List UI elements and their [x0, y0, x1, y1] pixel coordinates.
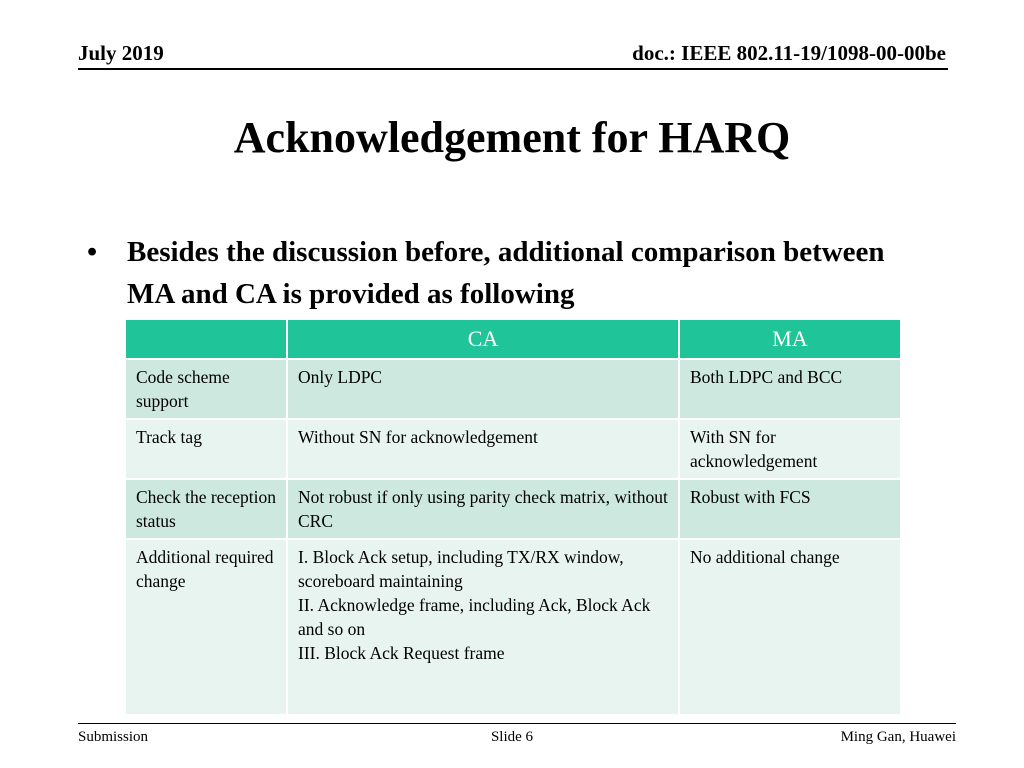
- table-header-ma: MA: [679, 319, 901, 359]
- ca-line: I. Block Ack setup, including TX/RX window, scoreboard maintaining: [298, 547, 624, 591]
- table-row: [125, 539, 901, 715]
- ca-line: III. Block Ack Request frame: [298, 643, 505, 663]
- footer-submission: Submission: [78, 729, 149, 745]
- ma-cell: No additional change: [679, 539, 901, 715]
- footer-divider: [78, 723, 956, 724]
- comparison-table: [124, 318, 902, 716]
- header-doc-id: doc.: IEEE 802.11-19/1098-00-00be: [632, 41, 946, 65]
- bullet-text: Besides the discussion before, additional comparison between MA and CA is provided as following: [127, 236, 885, 310]
- ma-cell: Both LDPC and BCC: [679, 359, 901, 419]
- header-date: July 2019: [78, 41, 164, 65]
- table-header-empty: [125, 319, 287, 359]
- footer-slide-number: Slide 6: [490, 729, 534, 745]
- ma-cell: With SN for acknowledgement: [679, 419, 901, 479]
- row-label: Additional required change: [125, 539, 287, 715]
- table-row: [125, 419, 901, 479]
- ca-cell: Not robust if only using parity check matrix, without CRC: [287, 479, 679, 539]
- ca-cell: Only LDPC: [287, 359, 679, 419]
- row-label: Check the reception status: [125, 479, 287, 539]
- slide-title: Acknowledgement for HARQ: [233, 113, 791, 162]
- table-header-ca: CA: [287, 319, 679, 359]
- table-header-row: [125, 319, 901, 359]
- footer-author: Ming Gan, Huawei: [840, 729, 956, 745]
- row-label: Code scheme support: [125, 359, 287, 419]
- bullet-icon: •: [87, 236, 98, 268]
- bullet-point: [87, 231, 907, 315]
- ma-cell: Robust with FCS: [679, 479, 901, 539]
- ca-cell: Without SN for acknowledgement: [287, 419, 679, 479]
- table-row: [125, 359, 901, 419]
- table-row: [125, 479, 901, 539]
- ca-cell: [287, 539, 679, 715]
- row-label: Track tag: [125, 419, 287, 479]
- ca-line: II. Acknowledge frame, including Ack, Block Ack and so on: [298, 595, 651, 639]
- header-divider: [78, 68, 948, 70]
